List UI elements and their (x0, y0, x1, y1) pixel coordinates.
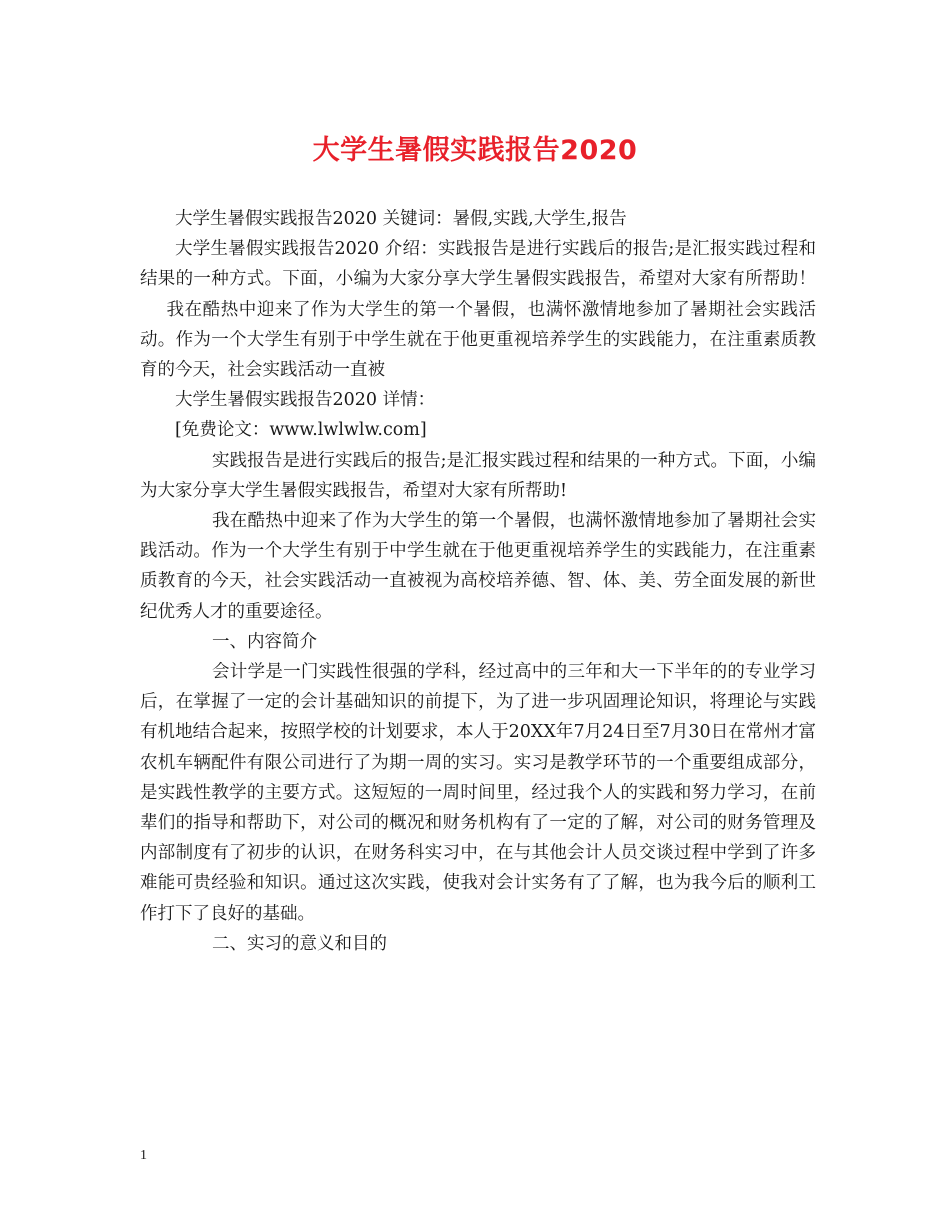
page-title: 大学生暑假实践报告2020 (312, 135, 638, 166)
details-line: 大学生暑假实践报告2020 详情： (175, 390, 436, 411)
intro-paragraph (140, 234, 816, 385)
body-paragraph-2: 我在酷热中迎来了作为大学生的第一个暑假，也满怀激情地参加了暑期社会实践活动。作为一个大学生有别于中学生就在于他更重视培养学生的实践能力，在注重素质教育的今天，社会实践活动一直被视为高校培养德、智、体、美、劳全面发展的新世纪优秀人才的重要途径。 (140, 511, 816, 622)
intro-part-1: 大学生暑假实践报告2020 介绍：实践报告是进行实践后的报告;是汇报实践过程和结果的一种方式。下面，小编为大家分享大学生暑假实践报告，希望对大家有所帮助！ (140, 239, 816, 290)
source-line: [免费论文：www.lwlwlw.com] (175, 420, 427, 441)
page-number: 1 (140, 1148, 147, 1163)
document-body (140, 204, 816, 959)
body-paragraph-1: 实践报告是进行实践后的报告;是汇报实践过程和结果的一种方式。下面，小编为大家分享大学生暑假实践报告，希望对大家有所帮助! (140, 450, 816, 501)
section-heading-1: 一、内容简介 (212, 631, 317, 652)
section-heading-2: 二、实习的意义和目的 (212, 933, 387, 954)
body-paragraph-3: 会计学是一门实践性很强的学科，经过高中的三年和大一下半年的的专业学习后，在掌握了一定的会计基础知识的前提下，为了进一步巩固理论知识，将理论与实践有机地结合起来，按照学校的计划要求，本人于20XX年7月24日至7月30日在常州才富农机车辆配件有限公司进行了为期一周的实习。实习是教学环节的一个重要组成部分，是实践性教学的主要方式。这短短的一周时间里，经过我个人的实践和努力学习，在前辈们的指导和帮助下，对公司的概况和财务机构有了一定的了解，对公司的财务管理及内部制度有了初步的认识，在财务科实习中，在与其他会计人员交谈过程中学到了许多难能可贵经验和知识。通过这次实践，使我对会计实务有了了解，也为我今后的顺利工作打下了良好的基础。 (140, 662, 816, 924)
intro-part-2: 我在酷热中迎来了作为大学生的第一个暑假，也满怀激情地参加了暑期社会实践活动。作为一个大学生有别于中学生就在于他更重视培养学生的实践能力，在注重素质教育的今天，社会实践活动一直被 (140, 299, 816, 381)
keywords-line: 大学生暑假实践报告2020 关键词：暑假,实践,大学生,报告 (175, 209, 627, 229)
